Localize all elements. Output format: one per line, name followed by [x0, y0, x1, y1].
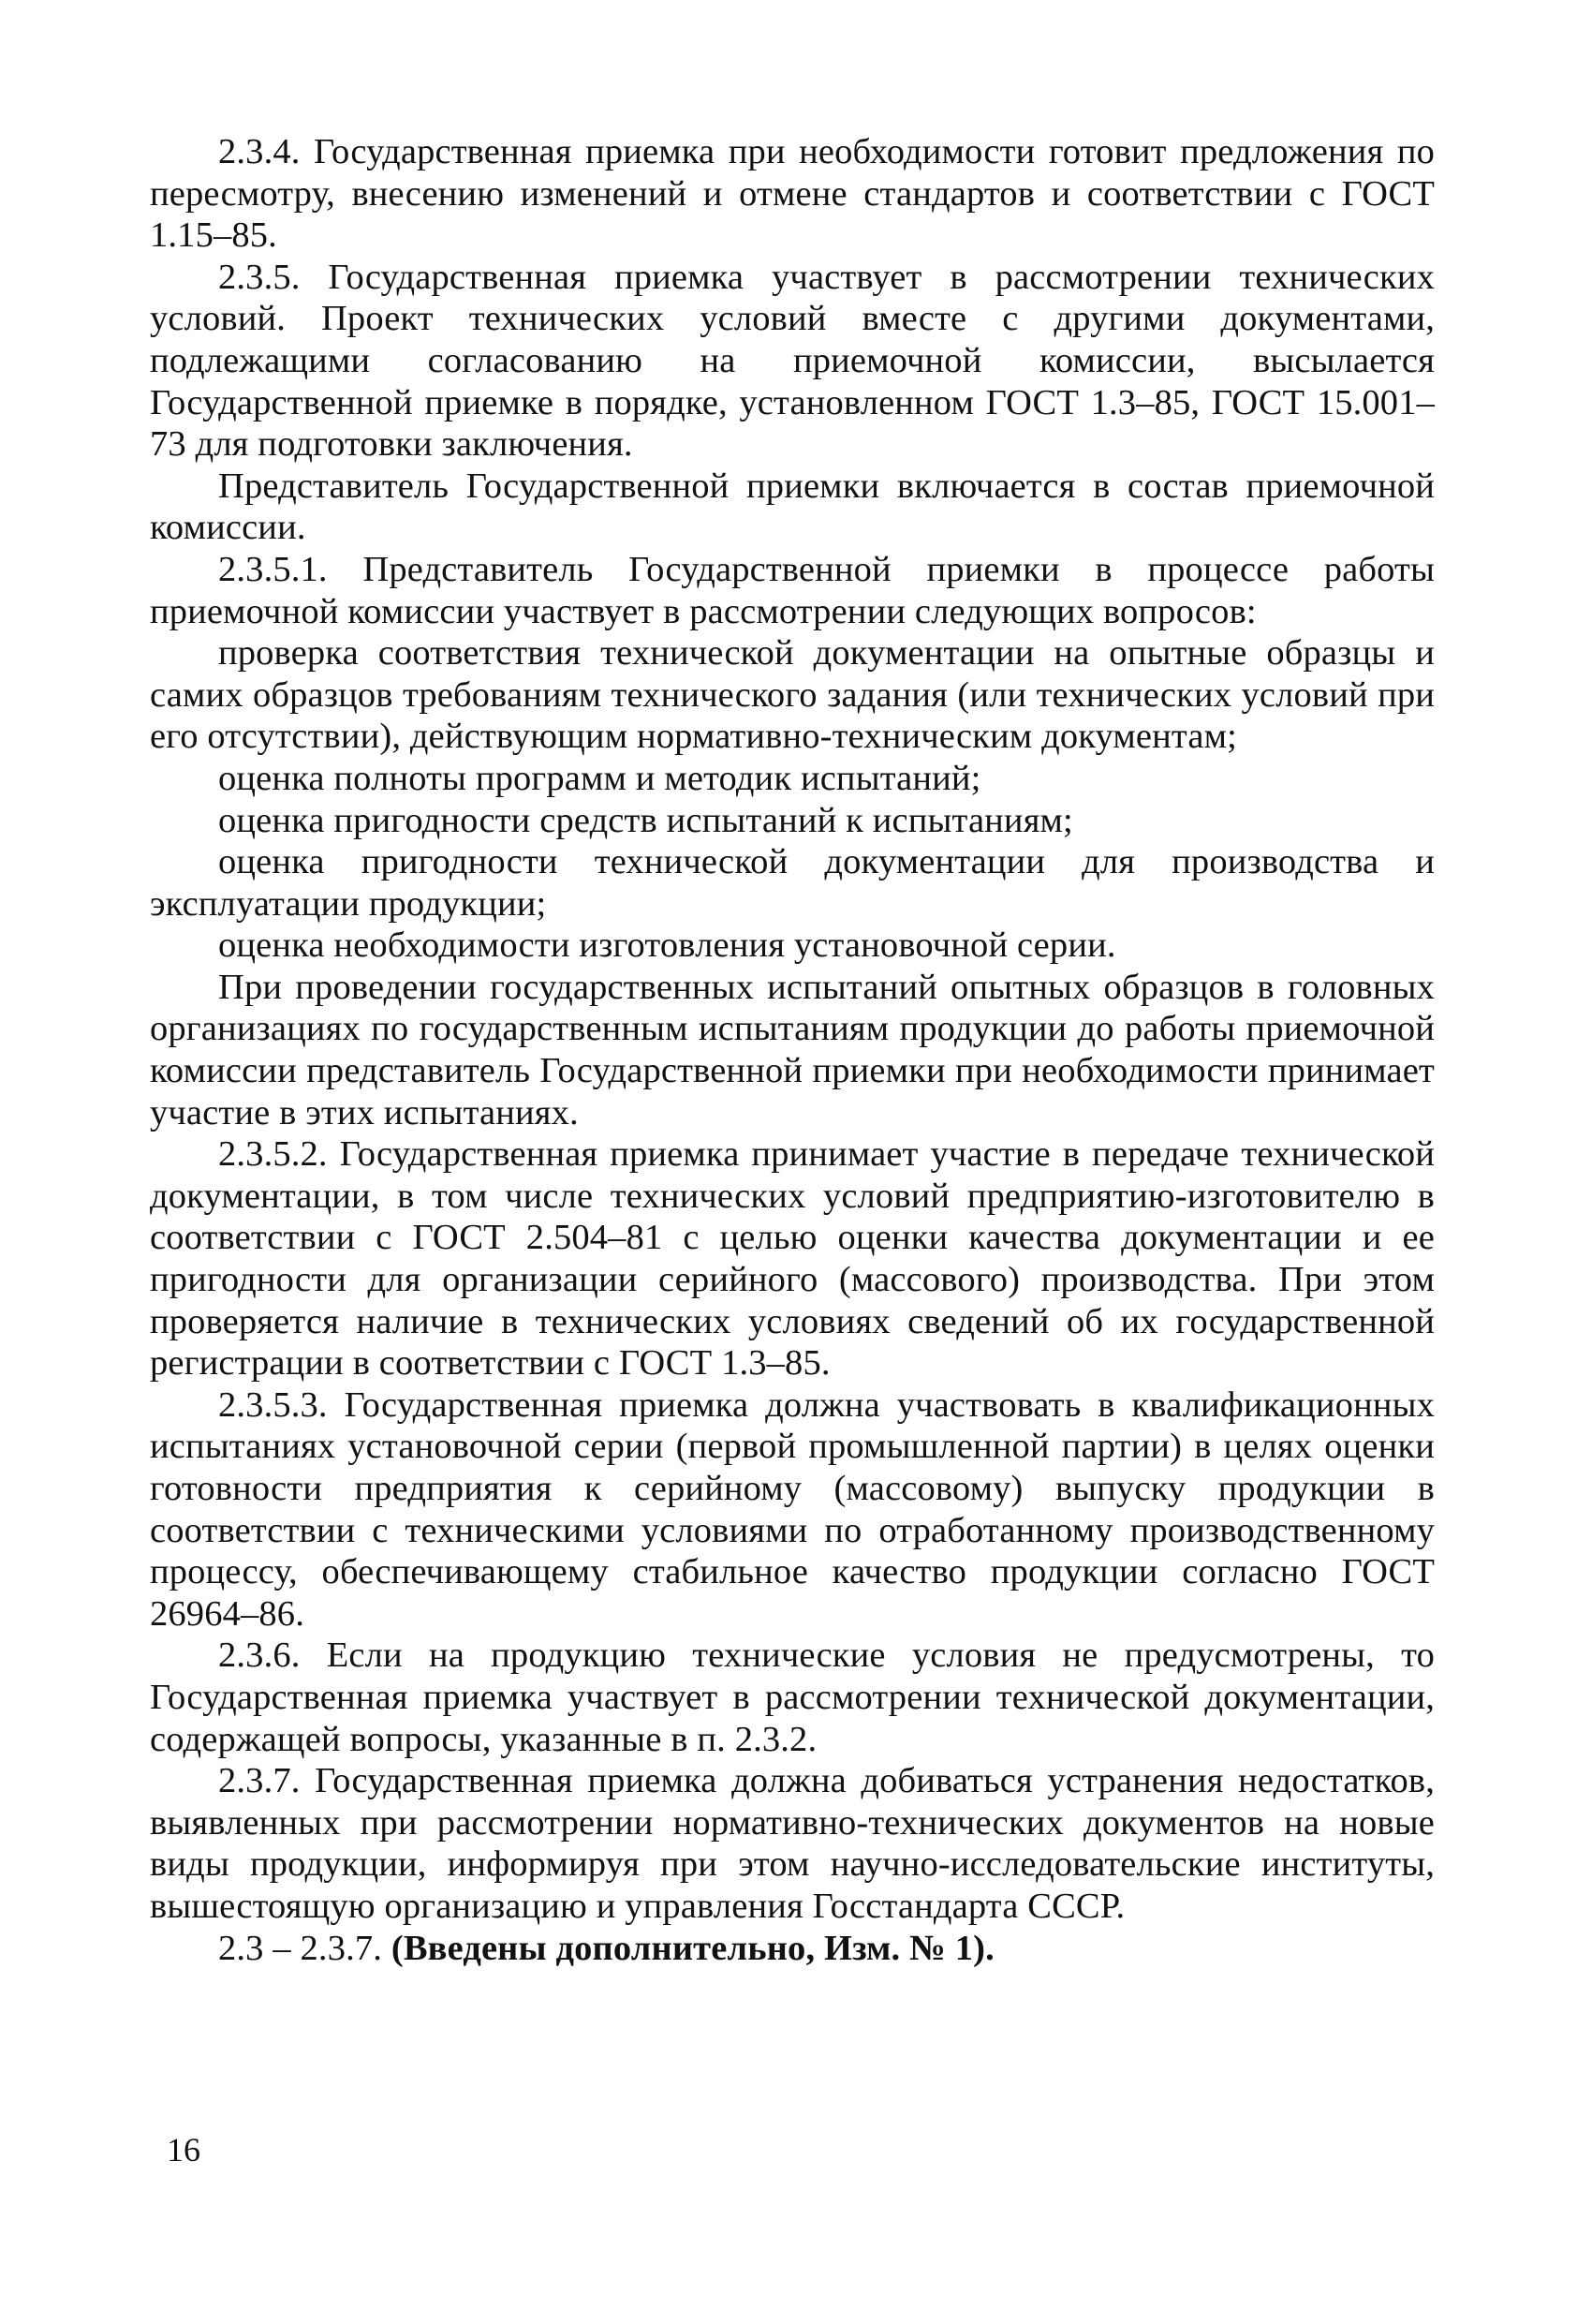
paragraph-2-3-6: 2.3.6. Если на продукцию технические условия не предусмотрены, то Государственная приемка участвует в рассмотрении технической документации, содержащей вопросы, указанные в п. 2.3.2.	[150, 1636, 1435, 1759]
paragraph-2-3-5-1: 2.3.5.1. Представитель Государственной приемки в процессе работы приемочной комиссии участвует в рассмотрении следующих вопросов:	[150, 549, 1435, 631]
paragraph-2-3-5-2: 2.3.5.2. Государственная приемка принимает участие в передаче технической документации, в том числе технических условий предприятию-изготовителю в соответствии с ГОСТ 2.504–81 с целью оценки качества документации и ее пригодности для организации серийного (массового) производства. При этом проверяется наличие в технических условиях сведений об их государственной регистрации в соответствии с ГОСТ 1.3–85.	[150, 1134, 1435, 1384]
paragraph-2-3-5-3: 2.3.5.3. Государственная приемка должна участвовать в квалификационных испытаниях установочной серии (первой промышленной партии) в целях оценки готовности предприятия к серийному (массовому) выпуску продукции в соответствии с техническими условиями по отработанному производственному процессу, обеспечивающему стабильное качество продукции согласно ГОСТ 26964–86.	[150, 1384, 1435, 1634]
paragraph-state-tests: При проведении государственных испытаний опытных образцов в головных организациях по государственным испытаниям продукции до работы приемочной комиссии представитель Государственной приемки при необходимости принимает участие в этих испытаниях.	[150, 967, 1435, 1132]
amendment-note	[150, 1928, 1435, 1970]
paragraph-2-3-4: 2.3.4. Государственная приемка при необходимости готовит предложения по пересмотру, внесению изменений и отмене стандартов и соответствии с ГОСТ 1.15–85.	[150, 132, 1435, 256]
list-item-programs-assessment: оценка полноты программ и методик испытаний;	[218, 758, 981, 798]
paragraph-2-3-7: 2.3.7. Государственная приемка должна добиваться устранения недостатков, выявленных при рассмотрении нормативно-технических документов на новые виды продукции, информируя при этом научно-исследовательские институты, вышестоящую организацию и управления Госстандарта СССР.	[150, 1761, 1435, 1926]
paragraph-2-3-5: 2.3.5. Государственная приемка участвует в рассмотрении технических условий. Проект технических условий вместе с другими документами, подлежащими согласованию на приемочной комиссии, высылается Государственной приемке в порядке, установленном ГОСТ 1.3–85, ГОСТ 15.001–73 для подготовки заключения.	[150, 257, 1435, 465]
document-body	[150, 131, 1435, 1969]
list-item-pilot-series-assessment: оценка необходимости изготовления установочной серии.	[218, 925, 1116, 966]
page-number: 16	[167, 2131, 200, 2169]
paragraph-representative: Представитель Государственной приемки включается в состав приемочной комиссии.	[150, 466, 1435, 548]
list-item-test-means-assessment: оценка пригодности средств испытаний к испытаниям;	[218, 800, 1073, 840]
list-item-documentation-suitability: оценка пригодности технической документации для производства и эксплуатации продукции;	[150, 842, 1435, 924]
list-item-documentation-check: проверка соответствия технической документации на опытные образцы и самих образцов требованиям технического задания (или технических условий при его отсутствии), действующим нормативно-техническим документам;	[150, 633, 1435, 757]
amendment-range: 2.3 – 2.3.7.	[218, 1928, 383, 1968]
amendment-text: (Введены дополнительно, Изм. № 1).	[391, 1928, 995, 1968]
